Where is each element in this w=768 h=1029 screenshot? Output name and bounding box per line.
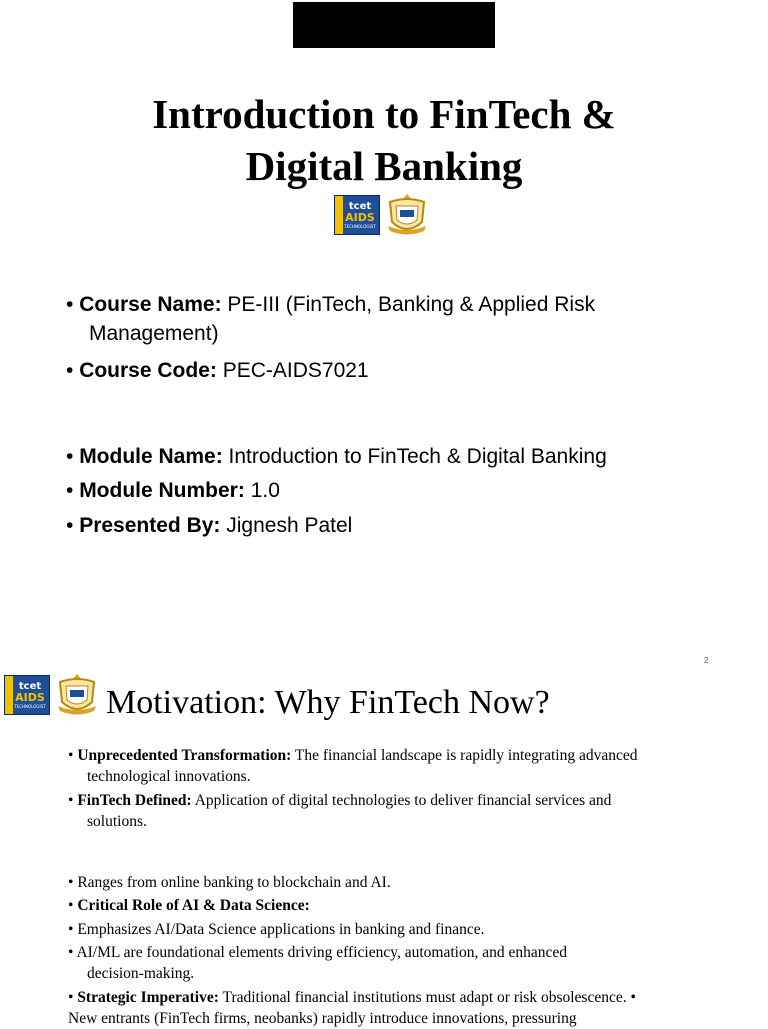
list-item: • Module Number: 1.0 [66, 479, 280, 502]
page-number: 2 [704, 656, 709, 665]
logo-group [334, 192, 430, 238]
slide-title [0, 88, 768, 192]
list-item: • Presented By: Jignesh Patel [66, 514, 353, 537]
list-item-continuation: Management) [89, 322, 219, 345]
list-item: • Unprecedented Transformation: The financial landscape is rapidly integrating advanced [68, 747, 638, 764]
list-item: • Emphasizes AI/Data Science applications in banking and finance. [68, 921, 485, 938]
tcet-crest-logo [384, 192, 430, 238]
title-line-1: Introduction to FinTech & [152, 91, 616, 137]
tcet-aids-logo: tcet AIDS TECHNOLOGIST [4, 675, 50, 715]
list-item: • Critical Role of AI & Data Science: [68, 897, 310, 914]
list-item: • Module Name: Introduction to FinTech & Digital Banking [66, 445, 607, 468]
list-item: • Ranges from online banking to blockchain and AI. [68, 874, 391, 891]
tcet-aids-logo: tcet AIDS TECHNOLOGIST [334, 195, 380, 235]
list-item-continuation: decision-making. [87, 965, 195, 982]
list-item: • AI/ML are foundational elements driving efficiency, automation, and enhanced [68, 944, 567, 961]
redacted-block [293, 2, 495, 48]
tcet-crest-logo [54, 672, 100, 718]
logo-group-slide-2 [4, 672, 100, 718]
list-item: • FinTech Defined: Application of digital technologies to deliver financial services and [68, 792, 612, 809]
list-item: • Course Name: PE-III (FinTech, Banking & Applied Risk [66, 293, 596, 316]
list-item-continuation: solutions. [87, 813, 147, 830]
list-item-continuation: New entrants (FinTech firms, neobanks) rapidly introduce innovations, pressuring [68, 1010, 577, 1027]
title-line-2: Digital Banking [245, 143, 523, 189]
list-item: • Strategic Imperative: Traditional financial institutions must adapt or risk obsolescence. • [68, 989, 636, 1006]
list-item: • Course Code: PEC-AIDS7021 [66, 359, 369, 382]
slide-2-title: Motivation: Why FinTech Now? [106, 684, 550, 721]
list-item-continuation: technological innovations. [87, 768, 251, 785]
